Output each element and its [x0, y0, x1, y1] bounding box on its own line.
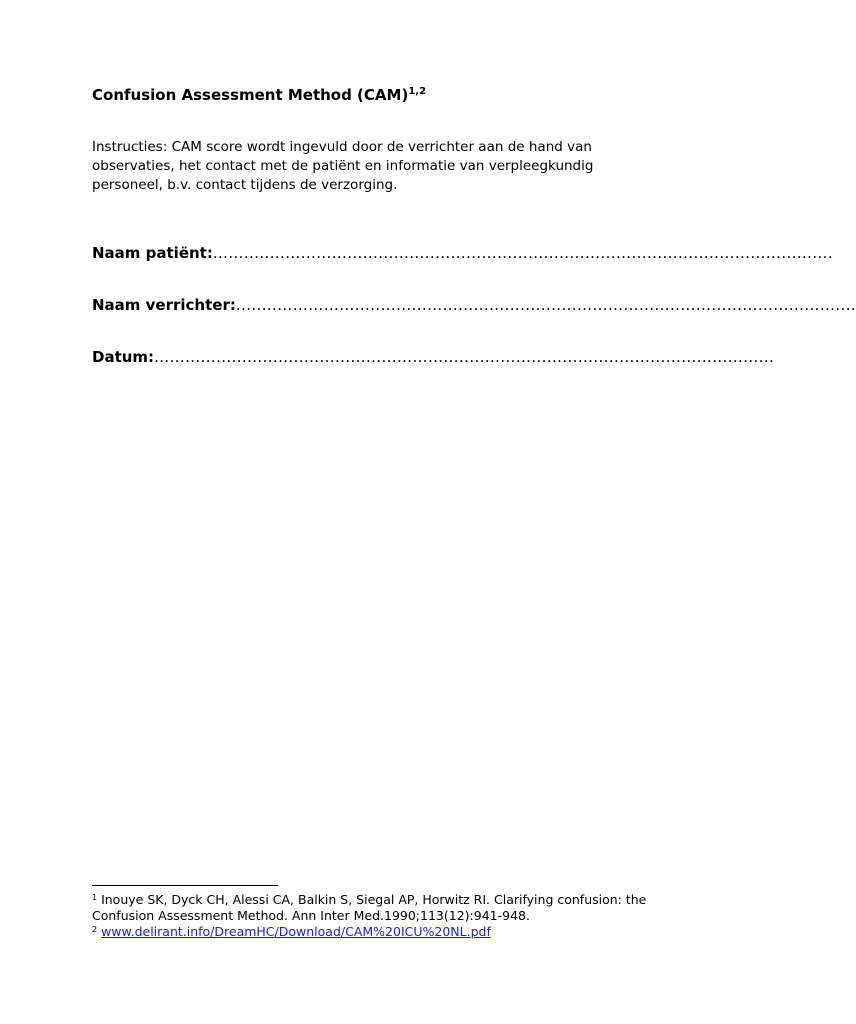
date-label: Datum:: [92, 348, 155, 366]
patient-name-label: Naam patiënt:: [92, 244, 213, 262]
footnote-1-marker: 1: [92, 893, 98, 902]
page-title-text: Confusion Assessment Method (CAM): [92, 86, 409, 104]
date-field[interactable]: [92, 348, 775, 366]
date-dotted-line[interactable]: ........................................................................................................................: [154, 348, 775, 366]
page-title: [92, 86, 426, 104]
title-footnote-ref: 1,2: [408, 86, 427, 97]
patient-name-field[interactable]: [92, 244, 834, 262]
instructions-paragraph: Instructies: CAM score wordt ingevuld door de verrichter aan de hand van observaties, het contact met de patiënt en informatie van verpleegkundig personeel, b.v. contact tijdens de verzorging.: [92, 139, 594, 193]
footnote-1-text: Inouye SK, Dyck CH, Alessi CA, Balkin S, Siegal AP, Horwitz RI. Clarifying confusion: the Confusion Assessment Method. Ann Inter Med.1990;113(12):941-948.: [92, 892, 647, 923]
footnote-2-marker: 2: [92, 925, 98, 934]
patient-name-dotted-line[interactable]: ........................................................................................................................: [212, 244, 834, 262]
footnote-2: [92, 924, 692, 940]
footnote-2-link[interactable]: www.delirant.info/DreamHC/Download/CAM%20ICU%20NL.pdf: [101, 924, 491, 939]
footnotes: [92, 892, 692, 940]
footnote-separator: [92, 885, 278, 886]
operator-name-label: Naam verrichter:: [92, 296, 236, 314]
operator-name-dotted-line[interactable]: ........................................................................................................................: [235, 296, 856, 314]
footnote-1: [92, 892, 692, 924]
operator-name-field[interactable]: [92, 296, 856, 314]
